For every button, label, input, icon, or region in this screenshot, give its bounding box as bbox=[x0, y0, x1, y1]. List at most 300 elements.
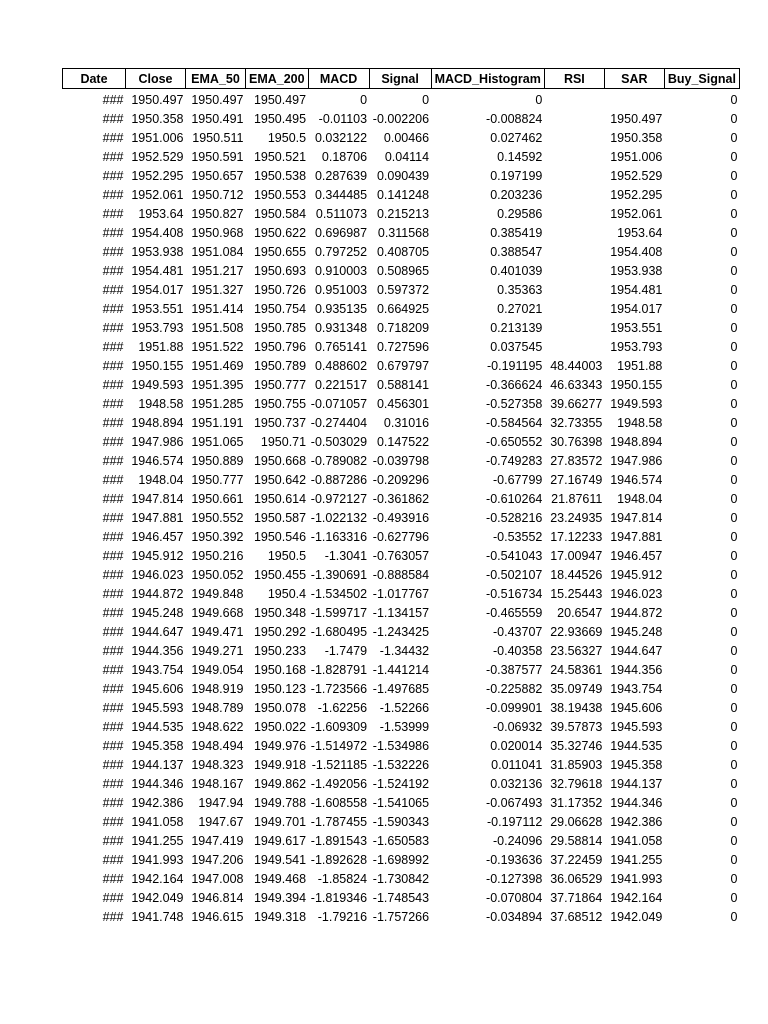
cell-rsi[interactable] bbox=[544, 129, 604, 148]
cell-ema-50[interactable]: 1951.327 bbox=[191, 283, 244, 297]
cell-sar[interactable]: 1946.023 bbox=[610, 587, 663, 601]
cell-rsi[interactable] bbox=[544, 300, 604, 319]
cell-buy-signal[interactable]: 0 bbox=[730, 131, 738, 145]
cell-buy-signal[interactable]: 0 bbox=[730, 796, 738, 810]
cell-rsi[interactable]: 31.85903 bbox=[550, 758, 603, 772]
cell-signal[interactable]: 0.311568 bbox=[377, 226, 430, 240]
cell-date[interactable]: ### bbox=[102, 473, 124, 487]
cell-signal[interactable]: -0.888584 bbox=[372, 568, 430, 582]
cell-date[interactable]: ### bbox=[102, 302, 124, 316]
cell-rsi[interactable]: 32.79618 bbox=[550, 777, 603, 791]
cell-close[interactable]: 1952.529 bbox=[131, 150, 184, 164]
cell-signal[interactable]: 0.718209 bbox=[376, 321, 430, 335]
header-macd-histogram[interactable]: MACD_Histogram bbox=[431, 69, 544, 89]
cell-buy-signal[interactable]: 0 bbox=[730, 112, 738, 126]
cell-ema-200[interactable]: 1950.642 bbox=[253, 473, 307, 487]
cell-ema-50[interactable]: 1951.217 bbox=[191, 264, 244, 278]
cell-close[interactable]: 1948.58 bbox=[138, 397, 184, 411]
header-sar[interactable]: SAR bbox=[604, 69, 664, 89]
cell-buy-signal[interactable]: 0 bbox=[730, 169, 738, 183]
cell-ema-200[interactable]: 1950.587 bbox=[253, 511, 307, 525]
cell-macd-histogram[interactable]: -0.387577 bbox=[486, 663, 543, 677]
cell-signal[interactable]: 0.588141 bbox=[376, 378, 430, 392]
header-ema-50[interactable]: EMA_50 bbox=[186, 69, 246, 89]
cell-close[interactable]: 1941.748 bbox=[131, 910, 184, 924]
cell-macd-histogram[interactable]: -0.584564 bbox=[486, 416, 543, 430]
cell-ema-50[interactable]: 1948.494 bbox=[191, 739, 244, 753]
cell-date[interactable]: ### bbox=[102, 245, 124, 259]
cell-signal[interactable]: -1.748543 bbox=[372, 891, 430, 905]
cell-rsi[interactable] bbox=[544, 262, 604, 281]
cell-rsi[interactable]: 17.00947 bbox=[550, 549, 603, 563]
cell-ema-50[interactable]: 1951.285 bbox=[191, 397, 244, 411]
cell-macd-histogram[interactable]: -0.516734 bbox=[486, 587, 543, 601]
cell-ema-50[interactable]: 1950.491 bbox=[191, 112, 244, 126]
cell-buy-signal[interactable]: 0 bbox=[730, 378, 738, 392]
cell-ema-200[interactable]: 1950.71 bbox=[260, 435, 307, 449]
cell-ema-50[interactable]: 1949.471 bbox=[191, 625, 244, 639]
cell-signal[interactable]: -1.532226 bbox=[372, 758, 430, 772]
cell-buy-signal[interactable]: 0 bbox=[730, 321, 738, 335]
cell-sar[interactable]: 1948.894 bbox=[610, 435, 663, 449]
cell-date[interactable]: ### bbox=[102, 910, 124, 924]
cell-macd[interactable]: -1.022132 bbox=[310, 511, 368, 525]
cell-date[interactable]: ### bbox=[102, 682, 124, 696]
cell-date[interactable]: ### bbox=[102, 644, 124, 658]
cell-sar[interactable]: 1952.295 bbox=[610, 188, 663, 202]
cell-ema-200[interactable]: 1949.468 bbox=[253, 872, 307, 886]
cell-macd-histogram[interactable]: 0.14592 bbox=[497, 150, 543, 164]
cell-signal[interactable]: -1.757266 bbox=[372, 910, 430, 924]
cell-ema-50[interactable]: 1950.552 bbox=[191, 511, 244, 525]
cell-macd-histogram[interactable]: -0.008824 bbox=[486, 112, 543, 126]
cell-signal[interactable]: -1.34432 bbox=[379, 644, 430, 658]
cell-macd[interactable]: -1.609309 bbox=[310, 720, 368, 734]
cell-macd-histogram[interactable]: 0.388547 bbox=[490, 245, 543, 259]
cell-signal[interactable]: 0.141248 bbox=[376, 188, 430, 202]
cell-sar[interactable]: 1944.872 bbox=[610, 606, 663, 620]
header-rsi[interactable]: RSI bbox=[544, 69, 604, 89]
cell-date[interactable]: ### bbox=[102, 492, 124, 506]
cell-macd-histogram[interactable]: 0.385419 bbox=[490, 226, 543, 240]
cell-rsi[interactable] bbox=[544, 243, 604, 262]
cell-sar[interactable]: 1951.88 bbox=[617, 359, 663, 373]
cell-signal[interactable]: -1.53999 bbox=[379, 720, 430, 734]
cell-close[interactable]: 1944.535 bbox=[131, 720, 184, 734]
cell-macd-histogram[interactable]: -0.127398 bbox=[486, 872, 543, 886]
cell-macd[interactable]: -1.599717 bbox=[310, 606, 368, 620]
cell-macd[interactable]: -0.972127 bbox=[310, 492, 368, 506]
cell-macd-histogram[interactable]: -0.749283 bbox=[486, 454, 543, 468]
cell-close[interactable]: 1947.814 bbox=[131, 492, 184, 506]
cell-rsi[interactable] bbox=[544, 224, 604, 243]
cell-ema-200[interactable]: 1950.655 bbox=[253, 245, 307, 259]
cell-signal[interactable]: -1.134157 bbox=[372, 606, 430, 620]
cell-ema-50[interactable]: 1950.052 bbox=[191, 568, 244, 582]
cell-ema-200[interactable]: 1950.668 bbox=[253, 454, 307, 468]
cell-ema-200[interactable]: 1950.785 bbox=[253, 321, 307, 335]
cell-sar[interactable]: 1950.497 bbox=[610, 112, 663, 126]
cell-date[interactable]: ### bbox=[102, 207, 124, 221]
cell-ema-50[interactable]: 1947.67 bbox=[198, 815, 244, 829]
cell-ema-200[interactable]: 1949.862 bbox=[253, 777, 307, 791]
cell-macd[interactable]: -1.163316 bbox=[310, 530, 368, 544]
cell-rsi[interactable]: 37.22459 bbox=[550, 853, 603, 867]
cell-close[interactable]: 1944.872 bbox=[131, 587, 184, 601]
cell-ema-200[interactable]: 1950.4 bbox=[267, 587, 307, 601]
cell-macd-histogram[interactable]: -0.53552 bbox=[493, 530, 543, 544]
cell-macd-histogram[interactable]: -0.541043 bbox=[486, 549, 543, 563]
cell-sar[interactable]: 1944.137 bbox=[610, 777, 663, 791]
cell-macd[interactable]: -0.789082 bbox=[310, 454, 368, 468]
cell-macd-histogram[interactable]: -0.034894 bbox=[486, 910, 543, 924]
cell-rsi[interactable]: 27.16749 bbox=[550, 473, 603, 487]
cell-buy-signal[interactable]: 0 bbox=[730, 587, 738, 601]
cell-rsi[interactable] bbox=[544, 319, 604, 338]
header-signal[interactable]: Signal bbox=[369, 69, 431, 89]
header-buy-signal[interactable]: Buy_Signal bbox=[664, 69, 739, 89]
cell-ema-200[interactable]: 1950.622 bbox=[253, 226, 307, 240]
cell-ema-200[interactable]: 1950.348 bbox=[253, 606, 307, 620]
cell-buy-signal[interactable]: 0 bbox=[730, 758, 738, 772]
cell-close[interactable]: 1950.358 bbox=[131, 112, 184, 126]
cell-sar[interactable]: 1949.593 bbox=[610, 397, 663, 411]
cell-sar[interactable]: 1946.457 bbox=[610, 549, 663, 563]
cell-sar[interactable]: 1948.04 bbox=[617, 492, 663, 506]
cell-macd[interactable]: 0.511073 bbox=[315, 207, 368, 221]
cell-date[interactable]: ### bbox=[102, 796, 124, 810]
cell-sar[interactable]: 1953.938 bbox=[610, 264, 663, 278]
cell-macd[interactable]: 0.032122 bbox=[314, 131, 368, 145]
cell-rsi[interactable]: 21.87611 bbox=[551, 492, 603, 506]
cell-close[interactable]: 1947.881 bbox=[131, 511, 184, 525]
cell-ema-200[interactable]: 1950.584 bbox=[253, 207, 307, 221]
cell-close[interactable]: 1951.88 bbox=[138, 340, 184, 354]
cell-ema-50[interactable]: 1951.084 bbox=[191, 245, 244, 259]
cell-macd[interactable]: -0.503029 bbox=[310, 435, 368, 449]
cell-ema-50[interactable]: 1950.657 bbox=[191, 169, 244, 183]
cell-macd[interactable]: -1.892628 bbox=[310, 853, 368, 867]
cell-macd[interactable]: 0.951003 bbox=[314, 283, 368, 297]
cell-rsi[interactable] bbox=[544, 281, 604, 300]
cell-close[interactable]: 1953.938 bbox=[131, 245, 184, 259]
cell-buy-signal[interactable]: 0 bbox=[730, 245, 738, 259]
cell-buy-signal[interactable]: 0 bbox=[730, 568, 738, 582]
cell-ema-200[interactable]: 1950.553 bbox=[253, 188, 307, 202]
cell-ema-200[interactable]: 1950.022 bbox=[253, 720, 307, 734]
cell-ema-200[interactable]: 1950.455 bbox=[253, 568, 307, 582]
cell-signal[interactable]: 0.508965 bbox=[376, 264, 430, 278]
cell-macd[interactable]: -1.7479 bbox=[324, 644, 368, 658]
cell-date[interactable]: ### bbox=[102, 378, 124, 392]
cell-close[interactable]: 1943.754 bbox=[131, 663, 184, 677]
cell-signal[interactable]: -1.243425 bbox=[372, 625, 430, 639]
cell-macd[interactable]: -1.828791 bbox=[310, 663, 368, 677]
cell-ema-50[interactable]: 1950.591 bbox=[191, 150, 244, 164]
cell-signal[interactable]: 0.00466 bbox=[383, 131, 430, 145]
cell-close[interactable]: 1944.647 bbox=[131, 625, 184, 639]
cell-sar[interactable]: 1953.551 bbox=[610, 321, 663, 335]
cell-date[interactable]: ### bbox=[102, 663, 124, 677]
cell-sar[interactable]: 1941.058 bbox=[610, 834, 663, 848]
cell-ema-50[interactable]: 1948.789 bbox=[191, 701, 244, 715]
cell-sar[interactable]: 1941.255 bbox=[610, 853, 663, 867]
cell-signal[interactable]: -1.650583 bbox=[372, 834, 430, 848]
cell-rsi[interactable]: 24.58361 bbox=[550, 663, 603, 677]
cell-date[interactable]: ### bbox=[102, 416, 124, 430]
cell-buy-signal[interactable]: 0 bbox=[730, 492, 738, 506]
cell-macd[interactable]: 0.221517 bbox=[314, 378, 368, 392]
cell-rsi[interactable]: 36.06529 bbox=[550, 872, 603, 886]
cell-buy-signal[interactable]: 0 bbox=[730, 188, 738, 202]
cell-ema-50[interactable]: 1951.191 bbox=[191, 416, 244, 430]
cell-rsi[interactable] bbox=[544, 186, 604, 205]
cell-buy-signal[interactable]: 0 bbox=[730, 606, 738, 620]
cell-date[interactable]: ### bbox=[102, 359, 124, 373]
cell-ema-200[interactable]: 1950.693 bbox=[253, 264, 307, 278]
cell-macd[interactable]: -1.680495 bbox=[310, 625, 368, 639]
cell-buy-signal[interactable]: 0 bbox=[730, 207, 738, 221]
cell-ema-200[interactable]: 1949.617 bbox=[253, 834, 307, 848]
cell-macd[interactable]: 0.287639 bbox=[314, 169, 368, 183]
cell-buy-signal[interactable]: 0 bbox=[730, 701, 738, 715]
cell-date[interactable]: ### bbox=[102, 169, 124, 183]
cell-ema-50[interactable]: 1948.622 bbox=[191, 720, 244, 734]
cell-rsi[interactable] bbox=[544, 338, 604, 357]
cell-ema-50[interactable]: 1951.508 bbox=[191, 321, 244, 335]
cell-sar[interactable]: 1946.574 bbox=[610, 473, 663, 487]
cell-signal[interactable]: -1.441214 bbox=[372, 663, 430, 677]
cell-close[interactable]: 1941.255 bbox=[131, 834, 184, 848]
cell-signal[interactable]: 0.408705 bbox=[376, 245, 430, 259]
cell-buy-signal[interactable]: 0 bbox=[730, 530, 738, 544]
cell-close[interactable]: 1942.164 bbox=[131, 872, 184, 886]
cell-macd[interactable]: -1.514972 bbox=[310, 739, 368, 753]
cell-rsi[interactable] bbox=[544, 167, 604, 186]
cell-rsi[interactable]: 35.32746 bbox=[550, 739, 603, 753]
cell-buy-signal[interactable]: 0 bbox=[730, 359, 738, 373]
cell-ema-200[interactable]: 1950.538 bbox=[253, 169, 307, 183]
cell-close[interactable]: 1944.137 bbox=[131, 758, 184, 772]
cell-macd[interactable]: -0.274404 bbox=[310, 416, 368, 430]
cell-close[interactable]: 1945.358 bbox=[131, 739, 184, 753]
cell-close[interactable]: 1942.049 bbox=[131, 891, 184, 905]
cell-signal[interactable]: 0.456301 bbox=[376, 397, 430, 411]
cell-ema-50[interactable]: 1950.889 bbox=[191, 454, 244, 468]
cell-ema-200[interactable]: 1949.394 bbox=[253, 891, 307, 905]
cell-close[interactable]: 1944.356 bbox=[131, 644, 184, 658]
cell-ema-50[interactable]: 1949.271 bbox=[191, 644, 244, 658]
cell-sar[interactable]: 1950.358 bbox=[610, 131, 663, 145]
cell-signal[interactable]: -0.209296 bbox=[372, 473, 430, 487]
cell-date[interactable]: ### bbox=[102, 93, 124, 107]
cell-rsi[interactable]: 48.44003 bbox=[550, 359, 603, 373]
cell-ema-50[interactable]: 1949.054 bbox=[191, 663, 244, 677]
cell-buy-signal[interactable]: 0 bbox=[730, 777, 738, 791]
cell-signal[interactable]: -1.541065 bbox=[372, 796, 430, 810]
cell-close[interactable]: 1954.017 bbox=[131, 283, 184, 297]
cell-macd[interactable]: -1.787455 bbox=[310, 815, 368, 829]
cell-sar[interactable]: 1945.593 bbox=[610, 720, 663, 734]
cell-ema-50[interactable]: 1947.206 bbox=[191, 853, 244, 867]
cell-macd[interactable]: 0.18706 bbox=[321, 150, 368, 164]
cell-ema-200[interactable]: 1949.701 bbox=[253, 815, 307, 829]
cell-close[interactable]: 1951.006 bbox=[131, 131, 184, 145]
cell-ema-50[interactable]: 1950.392 bbox=[191, 530, 244, 544]
cell-rsi[interactable]: 39.57873 bbox=[550, 720, 603, 734]
cell-buy-signal[interactable]: 0 bbox=[730, 910, 738, 924]
cell-macd-histogram[interactable]: -0.197112 bbox=[486, 815, 543, 829]
cell-rsi[interactable]: 35.09749 bbox=[550, 682, 603, 696]
cell-macd-histogram[interactable]: -0.502107 bbox=[486, 568, 543, 582]
cell-close[interactable]: 1946.023 bbox=[131, 568, 184, 582]
cell-macd[interactable]: 0.797252 bbox=[314, 245, 368, 259]
cell-signal[interactable]: -1.497685 bbox=[372, 682, 430, 696]
cell-sar[interactable]: 1947.986 bbox=[610, 454, 663, 468]
cell-date[interactable]: ### bbox=[102, 853, 124, 867]
cell-ema-200[interactable]: 1950.123 bbox=[253, 682, 307, 696]
cell-close[interactable]: 1946.457 bbox=[131, 530, 184, 544]
cell-macd-histogram[interactable]: 0.032136 bbox=[490, 777, 543, 791]
header-date[interactable]: Date bbox=[63, 69, 126, 89]
cell-rsi[interactable]: 22.93669 bbox=[550, 625, 603, 639]
cell-date[interactable]: ### bbox=[102, 454, 124, 468]
cell-sar[interactable]: 1950.155 bbox=[610, 378, 663, 392]
cell-macd-histogram[interactable]: -0.191195 bbox=[486, 359, 543, 373]
cell-date[interactable]: ### bbox=[102, 511, 124, 525]
cell-signal[interactable]: 0.597372 bbox=[376, 283, 430, 297]
cell-sar[interactable]: 1952.529 bbox=[610, 169, 663, 183]
cell-date[interactable]: ### bbox=[102, 568, 124, 582]
cell-date[interactable]: ### bbox=[102, 226, 124, 240]
cell-close[interactable]: 1952.061 bbox=[131, 188, 184, 202]
cell-macd-histogram[interactable]: 0 bbox=[535, 93, 543, 107]
cell-close[interactable]: 1946.574 bbox=[131, 454, 184, 468]
cell-signal[interactable]: -0.627796 bbox=[372, 530, 430, 544]
cell-rsi[interactable]: 31.17352 bbox=[550, 796, 603, 810]
cell-sar[interactable]: 1941.993 bbox=[610, 872, 663, 886]
cell-ema-200[interactable]: 1950.789 bbox=[253, 359, 307, 373]
cell-sar[interactable]: 1944.346 bbox=[610, 796, 663, 810]
cell-macd-histogram[interactable]: 0.037545 bbox=[490, 340, 543, 354]
cell-close[interactable]: 1945.248 bbox=[131, 606, 184, 620]
cell-close[interactable]: 1942.386 bbox=[131, 796, 184, 810]
cell-date[interactable]: ### bbox=[102, 549, 124, 563]
cell-signal[interactable]: -0.039798 bbox=[372, 454, 430, 468]
cell-ema-200[interactable]: 1950.5 bbox=[267, 131, 307, 145]
header-ema-200[interactable]: EMA_200 bbox=[246, 69, 309, 89]
cell-close[interactable]: 1948.894 bbox=[131, 416, 184, 430]
cell-ema-200[interactable]: 1950.495 bbox=[253, 112, 307, 126]
cell-ema-50[interactable]: 1950.827 bbox=[191, 207, 244, 221]
cell-macd[interactable]: 0.344485 bbox=[314, 188, 368, 202]
cell-sar[interactable]: 1947.814 bbox=[610, 511, 663, 525]
cell-ema-200[interactable]: 1950.168 bbox=[253, 663, 307, 677]
cell-macd-histogram[interactable]: 0.011041 bbox=[491, 758, 543, 772]
cell-buy-signal[interactable]: 0 bbox=[730, 625, 738, 639]
cell-ema-200[interactable]: 1950.796 bbox=[253, 340, 307, 354]
cell-rsi[interactable]: 46.63343 bbox=[550, 378, 603, 392]
cell-macd[interactable]: -1.891543 bbox=[310, 834, 368, 848]
cell-macd[interactable]: -1.79216 bbox=[317, 910, 368, 924]
cell-buy-signal[interactable]: 0 bbox=[730, 682, 738, 696]
cell-ema-200[interactable]: 1950.5 bbox=[267, 549, 307, 563]
cell-ema-50[interactable]: 1950.216 bbox=[191, 549, 244, 563]
cell-sar[interactable]: 1951.006 bbox=[610, 150, 663, 164]
cell-rsi[interactable]: 23.24935 bbox=[550, 511, 603, 525]
cell-macd[interactable]: 0 bbox=[360, 93, 368, 107]
cell-ema-50[interactable]: 1947.94 bbox=[198, 796, 244, 810]
cell-macd-histogram[interactable]: -0.610264 bbox=[486, 492, 543, 506]
cell-rsi[interactable]: 32.73355 bbox=[550, 416, 603, 430]
cell-buy-signal[interactable]: 0 bbox=[730, 853, 738, 867]
cell-sar[interactable]: 1954.481 bbox=[610, 283, 663, 297]
cell-rsi[interactable]: 37.68512 bbox=[550, 910, 603, 924]
cell-ema-50[interactable]: 1950.511 bbox=[192, 131, 244, 145]
cell-ema-200[interactable]: 1949.976 bbox=[253, 739, 307, 753]
cell-rsi[interactable]: 18.44526 bbox=[550, 568, 603, 582]
cell-signal[interactable]: 0.31016 bbox=[383, 416, 430, 430]
cell-rsi[interactable]: 23.56327 bbox=[550, 644, 603, 658]
cell-close[interactable]: 1954.408 bbox=[131, 226, 184, 240]
cell-macd[interactable]: -1.390691 bbox=[310, 568, 368, 582]
cell-sar[interactable]: 1948.58 bbox=[617, 416, 663, 430]
cell-signal[interactable]: -0.002206 bbox=[372, 112, 430, 126]
cell-rsi[interactable] bbox=[544, 89, 604, 111]
cell-sar[interactable]: 1942.049 bbox=[610, 910, 663, 924]
cell-signal[interactable]: 0 bbox=[422, 93, 430, 107]
cell-signal[interactable]: 0.664925 bbox=[376, 302, 430, 316]
cell-macd-histogram[interactable]: -0.070804 bbox=[486, 891, 543, 905]
cell-signal[interactable]: 0.147522 bbox=[376, 435, 430, 449]
cell-ema-200[interactable]: 1950.292 bbox=[253, 625, 307, 639]
cell-signal[interactable]: 0.679797 bbox=[376, 359, 430, 373]
cell-rsi[interactable]: 20.6547 bbox=[557, 606, 603, 620]
cell-macd-histogram[interactable]: -0.099901 bbox=[486, 701, 543, 715]
cell-date[interactable]: ### bbox=[102, 283, 124, 297]
header-macd[interactable]: MACD bbox=[308, 69, 369, 89]
cell-macd[interactable]: -1.819346 bbox=[310, 891, 368, 905]
cell-buy-signal[interactable]: 0 bbox=[730, 226, 738, 240]
cell-macd[interactable]: -1.723566 bbox=[310, 682, 368, 696]
cell-signal[interactable]: -0.361862 bbox=[372, 492, 430, 506]
cell-close[interactable]: 1947.986 bbox=[131, 435, 184, 449]
cell-sar[interactable]: 1945.912 bbox=[610, 568, 663, 582]
cell-sar[interactable]: 1945.606 bbox=[610, 701, 663, 715]
cell-signal[interactable]: -1.017767 bbox=[372, 587, 430, 601]
cell-sar[interactable]: 1944.535 bbox=[610, 739, 663, 753]
cell-macd-histogram[interactable]: -0.193636 bbox=[486, 853, 543, 867]
cell-buy-signal[interactable]: 0 bbox=[730, 340, 738, 354]
cell-date[interactable]: ### bbox=[102, 758, 124, 772]
cell-close[interactable]: 1941.993 bbox=[131, 853, 184, 867]
cell-macd-histogram[interactable]: 0.197199 bbox=[490, 169, 543, 183]
cell-close[interactable]: 1953.793 bbox=[131, 321, 184, 335]
cell-ema-50[interactable]: 1951.395 bbox=[191, 378, 244, 392]
cell-rsi[interactable]: 17.12233 bbox=[550, 530, 603, 544]
cell-ema-200[interactable]: 1950.497 bbox=[253, 93, 307, 107]
cell-buy-signal[interactable]: 0 bbox=[730, 473, 738, 487]
cell-date[interactable]: ### bbox=[102, 112, 124, 126]
cell-ema-50[interactable]: 1951.469 bbox=[191, 359, 244, 373]
cell-macd-histogram[interactable]: -0.40358 bbox=[493, 644, 543, 658]
cell-ema-200[interactable]: 1949.918 bbox=[253, 758, 307, 772]
cell-sar[interactable]: 1945.248 bbox=[610, 625, 663, 639]
cell-ema-50[interactable]: 1946.615 bbox=[191, 910, 244, 924]
cell-date[interactable]: ### bbox=[102, 777, 124, 791]
cell-macd-histogram[interactable]: -0.067493 bbox=[486, 796, 543, 810]
header-close[interactable]: Close bbox=[126, 69, 186, 89]
